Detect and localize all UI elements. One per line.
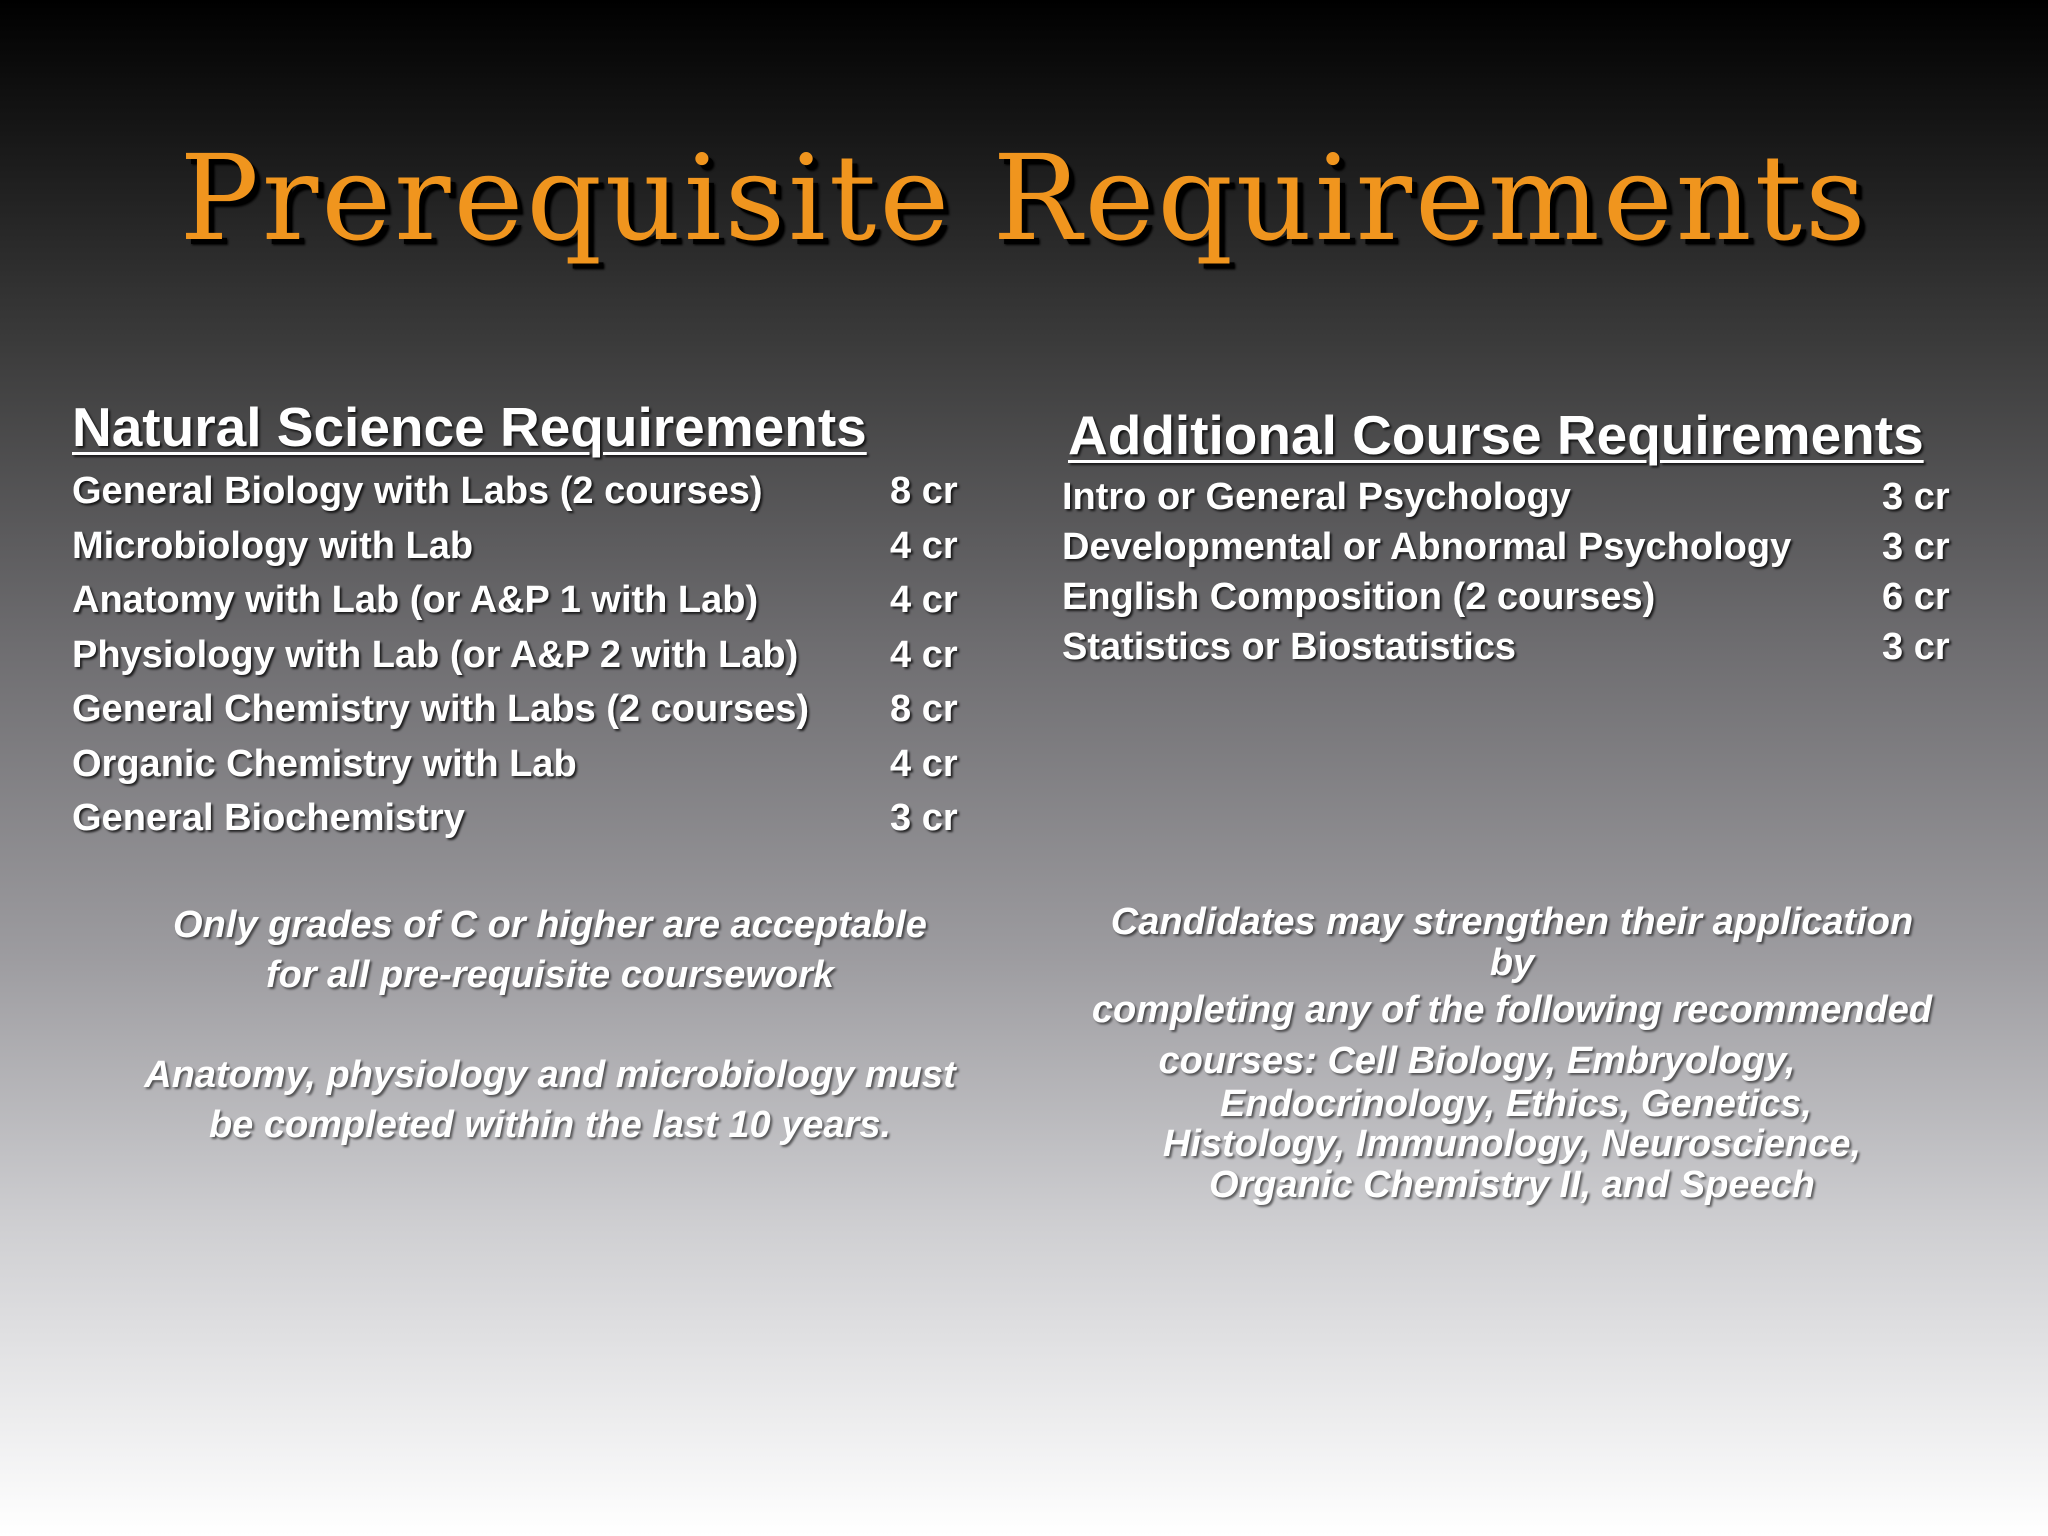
list-item <box>1062 572 1962 622</box>
list-item <box>1062 622 1962 672</box>
course-name: Developmental or Abnormal Psychology <box>1062 526 1792 568</box>
recommend-note-line-2: by <box>1489 942 1535 984</box>
natural-science-list <box>72 464 972 846</box>
additional-heading: Additional Course Requirements <box>1068 404 1924 466</box>
natural-science-section <box>72 394 972 846</box>
natural-science-notes <box>100 900 1000 1150</box>
course-name: General Chemistry with Labs (2 courses) <box>72 688 810 730</box>
recency-note-line-2: be completed within the last 10 years. <box>208 1104 892 1146</box>
course-name: Intro or General Psychology <box>1062 476 1571 518</box>
list-item <box>72 737 972 792</box>
course-name: Physiology with Lab (or A&P 2 with Lab) <box>72 633 799 676</box>
list-item <box>72 464 972 519</box>
course-name: Organic Chemistry with Lab <box>72 742 577 785</box>
list-item <box>72 791 972 846</box>
list-item <box>1062 522 1962 572</box>
list-item <box>72 573 972 628</box>
recommend-note-line-7: Organic Chemistry II, and Speech <box>1208 1164 1816 1206</box>
list-item <box>72 628 972 683</box>
additional-list <box>1062 472 1962 672</box>
recommend-note-line-5: Endocrinology, Ethics, Genetics, <box>1220 1083 1812 1125</box>
recommended-courses-note <box>1062 900 1962 1205</box>
course-credits: 8 cr <box>890 470 958 512</box>
course-credits: 3 cr <box>1882 526 1950 568</box>
recommend-note-line-3: completing any of the following recommended <box>1091 989 1933 1031</box>
list-item <box>72 519 972 574</box>
grade-note-line-1: Only grades of C or higher are acceptable <box>173 904 927 946</box>
course-name: English Composition (2 courses) <box>1062 576 1656 618</box>
course-credits: 6 cr <box>1882 576 1950 618</box>
recommend-note-line-4: courses: Cell Biology, Embryology, <box>1158 1040 1796 1082</box>
additional-section <box>1062 402 1962 672</box>
course-credits: 3 cr <box>1882 476 1950 518</box>
course-name: Microbiology with Lab <box>72 524 474 567</box>
course-name: General Biology with Labs (2 courses) <box>72 470 763 512</box>
course-name: Anatomy with Lab (or A&P 1 with Lab) <box>72 579 759 621</box>
list-item <box>1062 472 1962 522</box>
course-credits: 3 cr <box>1882 626 1950 668</box>
course-credits: 4 cr <box>890 524 958 567</box>
course-name: General Biochemistry <box>72 797 465 839</box>
note-spacer <box>100 1000 1000 1050</box>
recommend-note-line-6: Histology, Immunology, Neuroscience, <box>1162 1123 1862 1165</box>
course-name: Statistics or Biostatistics <box>1062 626 1517 668</box>
list-item <box>72 682 972 737</box>
course-credits: 4 cr <box>890 633 958 676</box>
natural-science-heading: Natural Science Requirements <box>72 396 867 458</box>
slide-title: Prerequisite Requirements <box>179 129 1869 267</box>
recommend-note-line-1: Candidates may strengthen their application <box>1110 901 1914 943</box>
course-credits: 3 cr <box>890 797 958 839</box>
recency-note-line-1: Anatomy, physiology and microbiology must <box>144 1054 956 1096</box>
course-credits: 4 cr <box>890 742 958 785</box>
course-credits: 8 cr <box>890 688 958 730</box>
course-credits: 4 cr <box>890 579 958 621</box>
grade-note-line-2: for all pre-requisite coursework <box>265 954 835 996</box>
